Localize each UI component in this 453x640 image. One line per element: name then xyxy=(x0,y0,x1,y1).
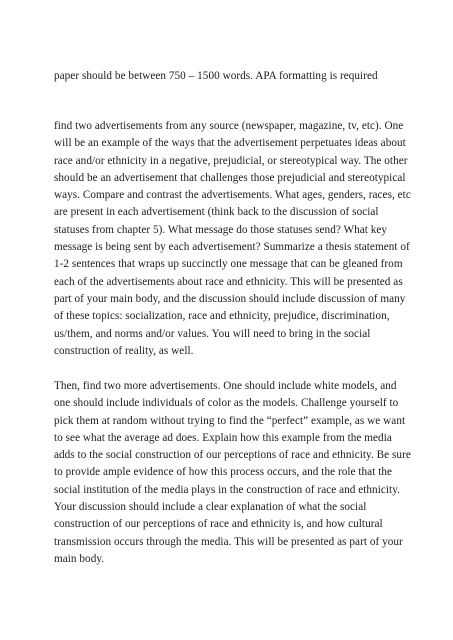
paragraph-first-advertisements: find two advertisements from any source (newspaper, magazine, tv, etc). One will be an example of the ways that the advertisement perpetuates ideas about race and/or ethnicity in a negative, prejudicial, or stereotypical way. The other should be an advertisement that challenges those prejudicial and stereotypical ways. Compare and contrast the advertisements. What ages, genders, races, etc are present in each advertisement (think back to the discussion of social statuses from chapter 5). What message do those statuses send? What key message is being sent by each advertisement? Summarize a thesis statement of 1-2 sentences that wraps up succinctly one message that can be gleaned from each of the advertisements about race and ethnicity. This will be presented as part of your main body, and the discussion should include discussion of many of these topics: socialization, race and ethnicity, prejudice, discrimination, us/them, and norms and/or values. You will need to bring in the social construction of reality, as well. xyxy=(54,120,411,357)
paragraph-second-advertisements: Then, find two more advertisements. One should include white models, and one should include individuals of color as the models. Challenge yourself to pick them at random without trying to find the “perfect” example, as we want to see what the average ad does. Explain how this example from the media adds to the social construction of our perceptions of race and ethnicity. Be sure to provide ample evidence of how this process occurs, and the role that the social institution of the media plays in the construction of race and ethnicity. Your discussion should include a clear explanation of what the social construction of our perceptions of race and ethnicity is, and how cultural transmission occurs through the media. This will be presented as part of your main body. xyxy=(54,380,411,565)
paragraph-length-requirement: paper should be between 750 – 1500 words. APA formatting is required xyxy=(54,70,378,82)
